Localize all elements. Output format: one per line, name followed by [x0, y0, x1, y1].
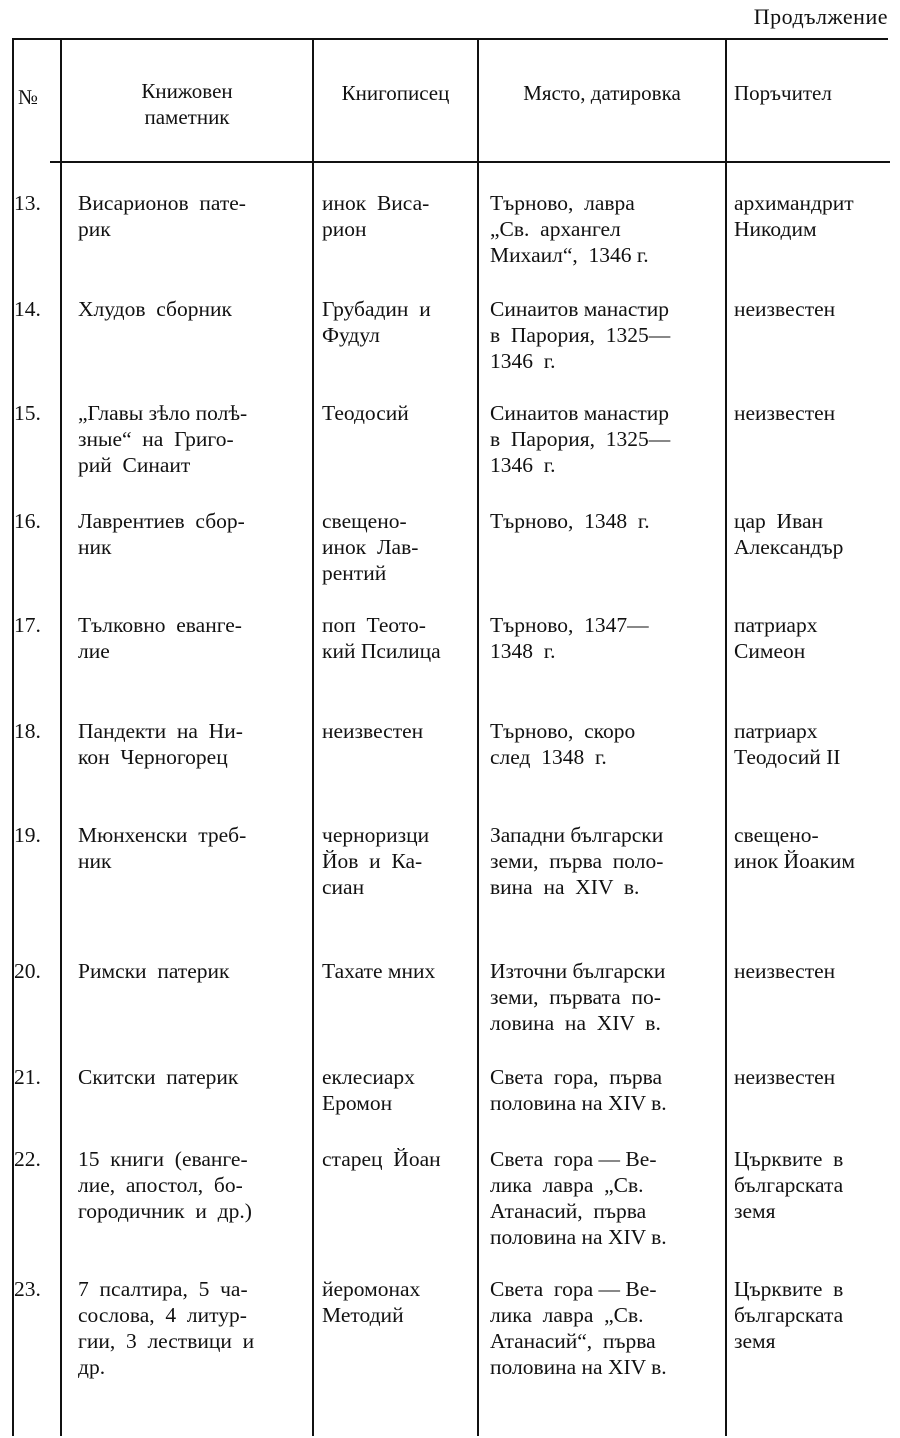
row-number: 16. — [14, 509, 41, 533]
patron-cell-line: неизвестен — [734, 297, 836, 321]
monument-cell-line: ник — [78, 849, 112, 873]
place-cell-line: Търново, 1348 г. — [490, 509, 650, 533]
header-monument-line: Книжовен — [141, 79, 233, 103]
place-cell-line: след 1348 г. — [490, 745, 607, 769]
monument-cell-line: гии, 3 лествици и — [78, 1329, 255, 1353]
row-number: 22. — [14, 1147, 41, 1171]
scribe-cell-line: Грубадин и — [322, 297, 431, 321]
patron-cell-line: патриарх — [734, 613, 818, 637]
patron-cell-line: Църквите в — [734, 1277, 844, 1301]
monument-cell-line: Лаврентиев сбор- — [78, 509, 245, 533]
scribe-cell — [322, 400, 472, 426]
monument-cell — [78, 1276, 300, 1380]
place-cell — [490, 718, 720, 770]
place-cell-line: земи, първа поло- — [490, 849, 664, 873]
place-cell-line: 1346 г. — [490, 349, 556, 373]
monument-cell — [78, 508, 300, 560]
patron-cell-line: Симеон — [734, 639, 806, 663]
scribe-cell-line: свещено- — [322, 509, 407, 533]
patron-cell — [734, 400, 894, 426]
monument-cell-line: Хлудов сборник — [78, 297, 232, 321]
header-monument-line: паметник — [144, 105, 230, 129]
row-number: 20. — [14, 959, 41, 983]
scribe-cell — [322, 1276, 472, 1328]
column-divider-2 — [312, 38, 314, 1436]
scribe-cell-line: Тахате мних — [322, 959, 436, 983]
scribe-cell — [322, 296, 472, 348]
place-cell-line: Източни български — [490, 959, 666, 983]
place-cell — [490, 508, 720, 534]
header-num: № — [18, 85, 39, 109]
column-divider-4 — [725, 38, 727, 1436]
patron-cell-line: Църквите в — [734, 1147, 844, 1171]
scribe-cell-line: сиан — [322, 875, 365, 899]
scribe-cell-line: поп Теото- — [322, 613, 426, 637]
monument-cell-line: Пандекти на Ни- — [78, 719, 243, 743]
scribe-cell-line: неизвестен — [322, 719, 424, 743]
place-cell-line: Търново, скоро — [490, 719, 636, 743]
place-cell-line: Атанасий“, първа — [490, 1329, 656, 1353]
continuation-label: Продължение — [753, 4, 888, 29]
monument-cell — [78, 718, 300, 770]
column-divider-1 — [60, 38, 62, 1436]
patron-cell-line: патриарх — [734, 719, 818, 743]
monument-cell-line: кон Черногорец — [78, 745, 228, 769]
header-place: Място, датировка — [523, 81, 681, 105]
place-cell — [490, 1146, 720, 1250]
patron-cell-line: неизвестен — [734, 401, 836, 425]
monument-cell-line: ник — [78, 535, 112, 559]
place-cell — [490, 1276, 720, 1380]
place-cell — [490, 612, 720, 664]
row-number: 17. — [14, 613, 41, 637]
patron-cell — [734, 1146, 894, 1224]
place-cell — [490, 1064, 720, 1116]
patron-cell-line: земя — [734, 1199, 776, 1223]
scribe-cell-line: еклесиарх — [322, 1065, 415, 1089]
monument-cell-line: рик — [78, 217, 111, 241]
monument-cell-line: городичник и др.) — [78, 1199, 252, 1223]
place-cell-line: земи, първата по- — [490, 985, 661, 1009]
monument-cell — [78, 1064, 300, 1090]
scribe-cell-line: Теодосий — [322, 401, 409, 425]
place-cell-line: Михаил“, 1346 г. — [490, 243, 649, 267]
monument-cell-line: Тълковно еванге- — [78, 613, 242, 637]
patron-cell-line: неизвестен — [734, 1065, 836, 1089]
scribe-cell-line: черноризци — [322, 823, 430, 847]
place-cell-line: половина на XIV в. — [490, 1225, 667, 1249]
place-cell-line: половина на XIV в. — [490, 1091, 667, 1115]
patron-cell — [734, 296, 894, 322]
place-cell-line: Атанасий, първа — [490, 1199, 647, 1223]
place-cell-line: в Парория, 1325— — [490, 427, 671, 451]
patron-cell — [734, 718, 894, 770]
monument-cell-line: „Главы зѣло полѣ- — [78, 401, 248, 425]
place-cell-line: Търново, 1347— — [490, 613, 649, 637]
row-number: 21. — [14, 1065, 41, 1089]
place-cell-line: Света гора, първа — [490, 1065, 663, 1089]
patron-cell — [734, 612, 894, 664]
scribe-cell — [322, 612, 472, 664]
patron-cell-line: българската — [734, 1173, 844, 1197]
patron-cell-line: Никодим — [734, 217, 817, 241]
scribe-cell — [322, 958, 472, 984]
place-cell-line: Света гора — Ве- — [490, 1277, 657, 1301]
scribe-cell-line: инок Виса- — [322, 191, 430, 215]
place-cell-line: Търново, лавра — [490, 191, 635, 215]
monument-cell-line: рий Синаит — [78, 453, 191, 477]
header-rule — [50, 161, 890, 163]
patron-cell — [734, 190, 894, 242]
row-number: 14. — [14, 297, 41, 321]
scribe-cell — [322, 822, 472, 900]
scribe-cell-line: Методий — [322, 1303, 404, 1327]
monument-cell-line: Римски патерик — [78, 959, 230, 983]
patron-cell-line: свещено- — [734, 823, 819, 847]
patron-cell-line: цар Иван — [734, 509, 823, 533]
scribe-cell-line: кий Псилица — [322, 639, 441, 663]
patron-cell-line: българската — [734, 1303, 844, 1327]
patron-cell-line: Александър — [734, 535, 844, 559]
place-cell-line: Синаитов манастир — [490, 401, 670, 425]
scribe-cell — [322, 718, 472, 744]
patron-cell — [734, 958, 894, 984]
place-cell — [490, 400, 720, 478]
monument-cell — [78, 190, 300, 242]
place-cell — [490, 190, 720, 268]
monument-cell-line: 15 книги (еванге- — [78, 1147, 248, 1171]
place-cell-line: лика лавра „Св. — [490, 1303, 644, 1327]
patron-cell-line: неизвестен — [734, 959, 836, 983]
monument-cell — [78, 1146, 300, 1224]
row-number: 23. — [14, 1277, 41, 1301]
patron-cell-line: инок Йоаким — [734, 849, 855, 873]
patron-cell-line: архимандрит — [734, 191, 854, 215]
place-cell — [490, 958, 720, 1036]
monument-cell-line: 7 псалтира, 5 ча- — [78, 1277, 248, 1301]
scribe-cell-line: Еромон — [322, 1091, 393, 1115]
scribe-cell-line: йеромонах — [322, 1277, 421, 1301]
monument-cell — [78, 958, 300, 984]
monument-cell-line: Скитски патерик — [78, 1065, 239, 1089]
patron-cell — [734, 1276, 894, 1354]
top-rule — [12, 38, 888, 40]
scribe-cell — [322, 1146, 472, 1172]
place-cell — [490, 296, 720, 374]
monument-cell — [78, 612, 300, 664]
monument-cell-line: Висарионов пате- — [78, 191, 246, 215]
monument-cell-line: лие — [78, 639, 110, 663]
place-cell-line: вина на XIV в. — [490, 875, 640, 899]
place-cell-line: Света гора — Ве- — [490, 1147, 657, 1171]
monument-cell-line: сослова, 4 литур- — [78, 1303, 247, 1327]
scribe-cell — [322, 190, 472, 242]
place-cell-line: в Парория, 1325— — [490, 323, 671, 347]
row-number: 13. — [14, 191, 41, 215]
scribe-cell-line: Йов и Ка- — [322, 849, 423, 873]
place-cell-line: Западни български — [490, 823, 664, 847]
header-patron: Поръчител — [734, 81, 832, 105]
header-scribe: Книгописец — [341, 81, 450, 105]
row-number: 15. — [14, 401, 41, 425]
monument-cell — [78, 296, 300, 322]
scribe-cell-line: рион — [322, 217, 367, 241]
place-cell-line: Синаитов манастир — [490, 297, 670, 321]
column-divider-3 — [477, 38, 479, 1436]
place-cell-line: лика лавра „Св. — [490, 1173, 644, 1197]
patron-cell — [734, 822, 894, 874]
monument-cell-line: лие, апостол, бо- — [78, 1173, 243, 1197]
monument-cell-line: др. — [78, 1355, 106, 1379]
row-number: 19. — [14, 823, 41, 847]
place-cell-line: „Св. архангел — [490, 217, 621, 241]
header-monument — [62, 78, 312, 130]
scribe-cell-line: рентий — [322, 561, 387, 585]
place-cell-line: 1346 г. — [490, 453, 556, 477]
monument-cell — [78, 400, 300, 478]
monument-cell-line: Мюнхенски треб- — [78, 823, 247, 847]
scribe-cell-line: старец Йоан — [322, 1147, 441, 1171]
patron-cell-line: Теодосий II — [734, 745, 841, 769]
place-cell-line: половина на XIV в. — [490, 1355, 667, 1379]
monument-cell-line: зные“ на Григо- — [78, 427, 234, 451]
place-cell — [490, 822, 720, 900]
place-cell-line: 1348 г. — [490, 639, 556, 663]
place-cell-line: ловина на XIV в. — [490, 1011, 661, 1035]
monument-cell — [78, 822, 300, 874]
scribe-cell-line: инок Лав- — [322, 535, 419, 559]
row-number: 18. — [14, 719, 41, 743]
patron-cell — [734, 508, 894, 560]
scribe-cell-line: Фудул — [322, 323, 380, 347]
patron-cell-line: земя — [734, 1329, 776, 1353]
patron-cell — [734, 1064, 894, 1090]
scribe-cell — [322, 1064, 472, 1116]
scribe-cell — [322, 508, 472, 586]
